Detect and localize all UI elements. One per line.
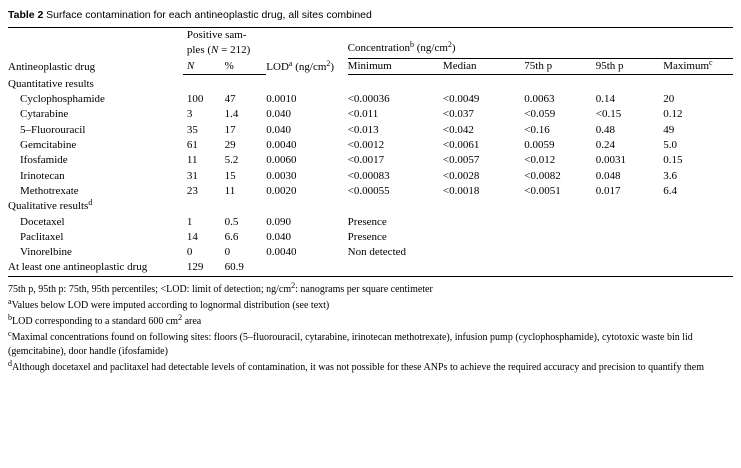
header-maximum: Maximum$^c$ xyxy=(663,59,733,75)
row-n: 61 xyxy=(186,139,198,152)
row-drug: Methotrexate xyxy=(20,184,79,197)
row-lod: 0.040 xyxy=(266,123,292,136)
row-p75: <0.0051 xyxy=(524,184,561,197)
row-lod: 0.0030 xyxy=(266,169,297,182)
row-p75: <0.0082 xyxy=(524,169,561,182)
header-minimum: Minimum xyxy=(348,59,443,75)
row-n: 31 xyxy=(186,169,198,182)
row-maximum: 0.12 xyxy=(663,108,683,121)
row-minimum: <0.0012 xyxy=(347,139,385,152)
footnote-marker-a: a xyxy=(8,296,12,306)
group-title-footnote-marker: d xyxy=(88,198,93,208)
header-positive-samples xyxy=(183,28,266,59)
row-minimum: <0.0017 xyxy=(347,154,385,167)
header-positive-samples-line1: Positive sam- xyxy=(186,29,247,41)
table-caption-label: Table 2 xyxy=(8,9,44,21)
row-maximum: 3.6 xyxy=(663,169,677,182)
row-percent: 47 xyxy=(224,93,236,106)
row-n: 23 xyxy=(186,184,198,197)
row-drug: Irinotecan xyxy=(20,169,65,182)
row-drug: Cytarabine xyxy=(20,108,69,121)
row-lod: 0.0060 xyxy=(266,154,297,167)
footnote-d: $^d$Although docetaxel and paclitaxel had detectable levels of contamination, it was not possible for these ANPs to achieve the required accuracy and precision to quantify them xyxy=(8,359,704,374)
row-lod: 0.090 xyxy=(266,215,292,228)
row-minimum: <0.00036 xyxy=(347,93,390,106)
row-p95: 0.048 xyxy=(595,169,621,182)
row-percent: 5.2 xyxy=(224,154,239,167)
total-row-n: 129 xyxy=(183,260,221,276)
table-row xyxy=(8,92,733,107)
table-row xyxy=(8,245,733,260)
row-p95: 0.24 xyxy=(595,139,615,152)
footnote-a: $^a$Values below LOD were imputed according to lognormal distribution (see text) xyxy=(8,296,330,311)
row-n: 3 xyxy=(186,108,193,121)
row-percent: 11 xyxy=(224,184,236,197)
table-caption-text: Surface contamination for each antineoplastic drug, all sites combined xyxy=(46,9,372,21)
row-p95: 0.017 xyxy=(595,184,621,197)
row-median: <0.0061 xyxy=(442,139,480,152)
row-p95: 0.48 xyxy=(595,123,615,136)
row-p75: <0.059 xyxy=(524,108,556,121)
row-n: 35 xyxy=(186,123,198,136)
row-median: <0.037 xyxy=(442,108,474,121)
table-group-header-quantitative xyxy=(8,75,733,92)
header-drug: Antineoplastic drug xyxy=(8,28,183,75)
header-lod-footnote-marker: a xyxy=(288,58,293,68)
row-p95: 0.14 xyxy=(595,93,615,106)
row-drug: Ifosfamide xyxy=(20,154,68,167)
row-p75: 0.0059 xyxy=(524,139,555,152)
row-percent: 0.5 xyxy=(224,215,239,228)
table-row xyxy=(8,184,733,199)
row-drug: Vinorelbine xyxy=(20,246,72,259)
row-drug: Gemcitabine xyxy=(20,139,77,152)
row-n: 0 xyxy=(186,246,193,259)
row-maximum: 49 xyxy=(663,123,675,136)
header-lod: LOD$^a$ $(ng/cm^2)$ xyxy=(266,28,347,75)
row-n: 14 xyxy=(186,230,198,243)
row-n: 100 xyxy=(186,93,204,106)
table-total-row xyxy=(8,260,733,276)
table-row xyxy=(8,215,733,230)
row-n: 11 xyxy=(186,154,198,167)
row-drug: Paclitaxel xyxy=(20,230,64,243)
row-median: <0.042 xyxy=(442,123,474,136)
row-percent: 15 xyxy=(224,169,236,182)
row-p95: <0.15 xyxy=(595,108,622,121)
table-row xyxy=(8,169,733,184)
row-minimum: <0.00055 xyxy=(347,184,390,197)
row-percent: 6.6 xyxy=(224,230,239,243)
header-positive-samples-line2: ples (N = 212) xyxy=(186,44,251,57)
row-maximum: 0.15 xyxy=(663,154,683,167)
table-footnotes xyxy=(8,277,733,375)
row-lod: 0.040 xyxy=(266,230,292,243)
row-maximum: 20 xyxy=(663,93,675,106)
row-lod: 0.040 xyxy=(266,108,292,121)
row-median: <0.0049 xyxy=(442,93,480,106)
table-row xyxy=(8,230,733,245)
header-p95: 95th p xyxy=(596,59,663,75)
group-title: Quantitative results xyxy=(8,77,94,90)
row-maximum: 5.0 xyxy=(663,139,677,152)
header-percent: % xyxy=(221,59,267,75)
footnote-marker-b: b xyxy=(8,313,12,323)
row-qualitative-result: Presence xyxy=(347,215,387,228)
row-lod: 0.0040 xyxy=(266,139,297,152)
row-drug: 5–Fluorouracil xyxy=(20,123,86,136)
row-percent: 0 xyxy=(224,246,231,259)
header-concentration: Concentration$^b$ $(ng/cm^2)$ xyxy=(348,28,733,59)
row-maximum: 6.4 xyxy=(663,184,677,197)
row-median: <0.0057 xyxy=(442,154,480,167)
row-n: 1 xyxy=(186,215,193,228)
row-percent: 29 xyxy=(224,139,236,152)
header-n: N xyxy=(183,59,221,75)
row-minimum: <0.00083 xyxy=(347,169,390,182)
row-minimum: <0.013 xyxy=(347,123,379,136)
contamination-table xyxy=(8,27,733,277)
row-p75: 0.0063 xyxy=(524,93,555,106)
footnote-abbreviations: 75th p, 95th p: 75th, 95th percentiles; <LOD: limit of detection; $ng/cm^2$: nanograms per square centimeter xyxy=(8,280,433,295)
row-median: <0.0028 xyxy=(442,169,480,182)
row-drug: Cyclophosphamide xyxy=(20,93,105,106)
group-title: Qualitative results$^d$ xyxy=(8,198,93,213)
header-median: Median xyxy=(443,59,524,75)
row-lod: 0.0040 xyxy=(266,246,297,259)
footnote-c: $^c$Maximal concentrations found on following sites: floors (5–fluorouracil, cytarabine, irinotecan methotrexate), infusion pump (cyclophosphamide), cytotoxic waste bin lid (gemcitabine), door handle (ifosfamide) xyxy=(8,329,693,357)
footnote-marker-d: d xyxy=(8,359,12,369)
table-header-row-1 xyxy=(8,28,733,59)
table-row xyxy=(8,107,733,122)
table-row xyxy=(8,123,733,138)
row-p75: <0.16 xyxy=(524,123,550,136)
total-row-percent: 60.9 xyxy=(221,260,267,276)
header-concentration-footnote-marker: b xyxy=(410,39,414,49)
total-row-label: At least one antineoplastic drug xyxy=(8,260,183,276)
row-p95: 0.0031 xyxy=(595,154,626,167)
row-p75: <0.012 xyxy=(524,154,556,167)
footnote-b: $^b$LOD corresponding to a standard 600 $cm^2$ area xyxy=(8,313,202,328)
row-median: <0.0018 xyxy=(442,184,480,197)
row-minimum: <0.011 xyxy=(347,108,379,121)
row-percent: 1.4 xyxy=(224,108,239,121)
row-qualitative-result: Non detected xyxy=(347,246,407,259)
header-p75: 75th p xyxy=(524,59,595,75)
row-drug: Docetaxel xyxy=(20,215,65,228)
row-lod: 0.0010 xyxy=(266,93,297,106)
footnote-marker-c: c xyxy=(8,329,12,339)
row-lod: 0.0020 xyxy=(266,184,297,197)
table-caption xyxy=(0,0,741,27)
row-percent: 17 xyxy=(224,123,236,136)
table-group-header-qualitative xyxy=(8,199,733,214)
table-row xyxy=(8,138,733,153)
table-row xyxy=(8,153,733,168)
row-qualitative-result: Presence xyxy=(347,230,387,243)
